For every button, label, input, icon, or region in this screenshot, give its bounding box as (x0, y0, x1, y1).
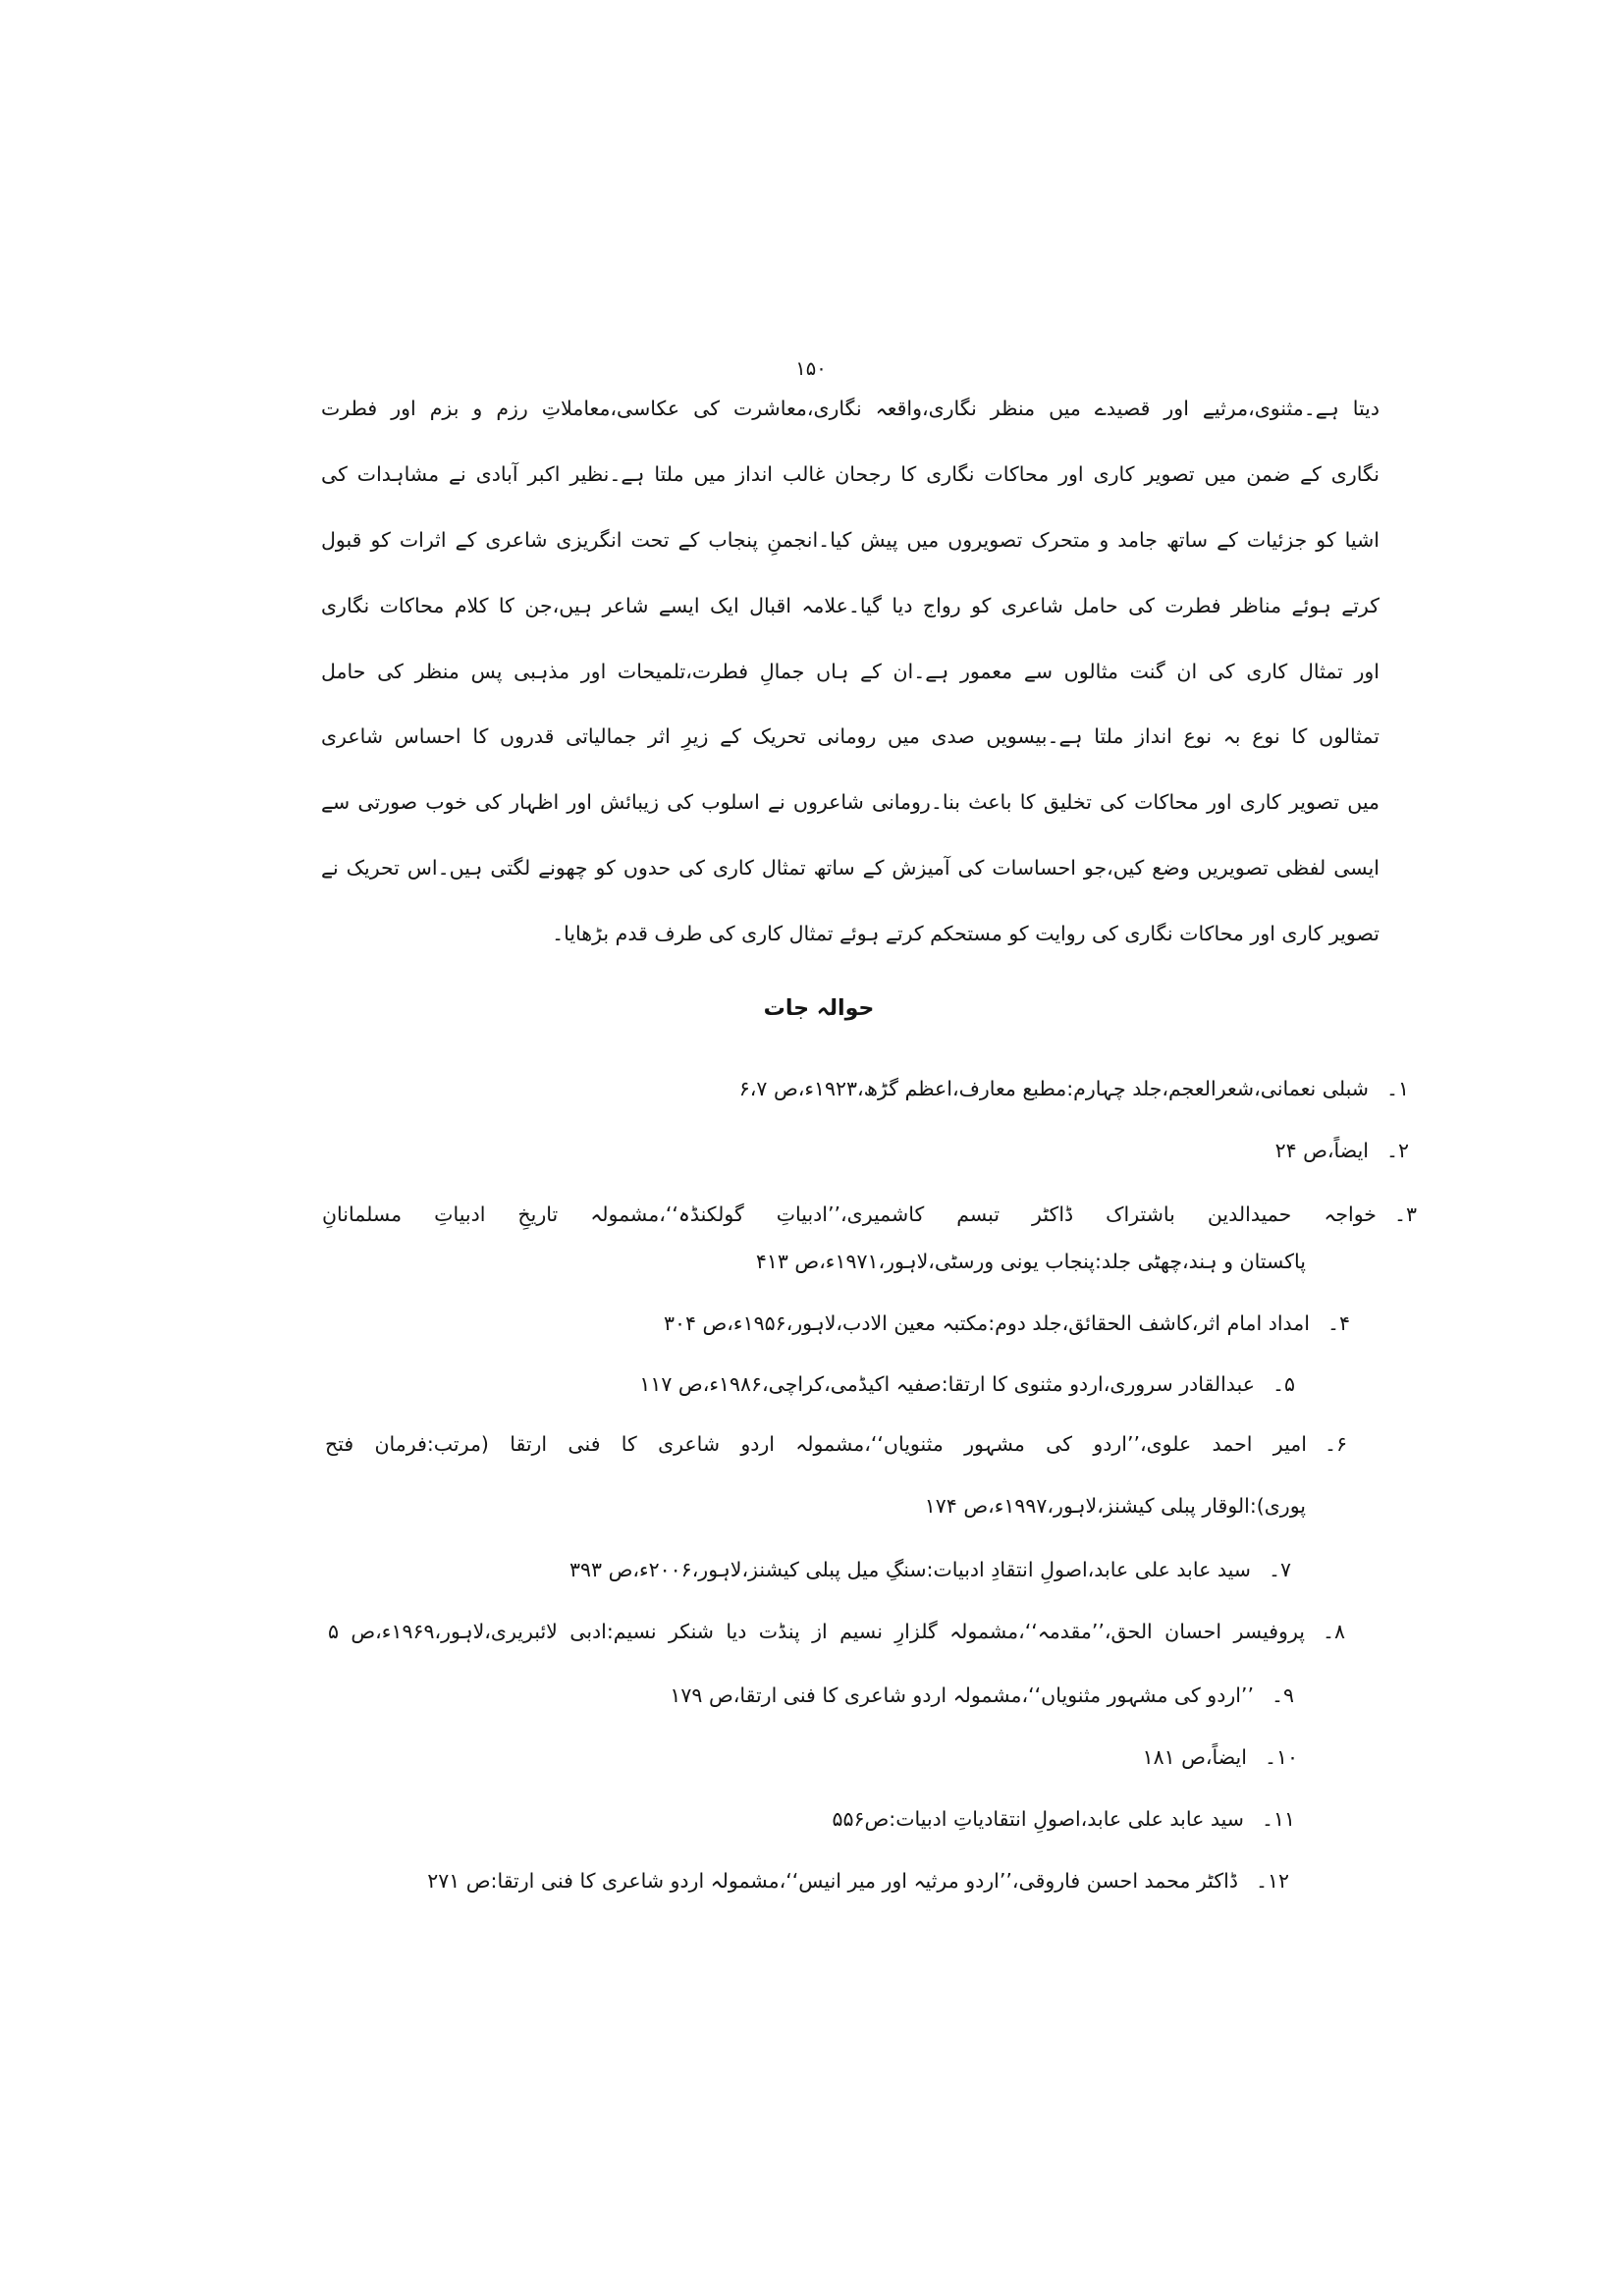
body-line: میں تصویر کاری اور محاکات کی تخلیق کا باعث بنا۔رومانی شاعروں نے اسلوب کی زیبائش اور اظہار کی خوب صورتی سے (321, 790, 1380, 815)
reference-item (295, 1296, 1350, 1351)
reference-item (295, 1123, 1409, 1178)
reference-item (295, 1061, 1409, 1116)
reference-number: ۱۔ (1385, 1077, 1409, 1100)
reference-continuation (295, 1478, 1306, 1533)
reference-item (295, 1730, 1298, 1785)
reference-number: ۹۔ (1271, 1683, 1294, 1707)
reference-number: ۴۔ (1326, 1311, 1350, 1335)
reference-text: ایضاً،ص ۱۸۱ (1142, 1745, 1247, 1769)
body-line: کرتے ہوئے مناظر فطرت کی حامل شاعری کو رواج دیا گیا۔علامہ اقبال ایک ایسے شاعر ہیں،جن کا کلام محاکات نگاری (321, 593, 1380, 617)
reference-number: ۵۔ (1271, 1372, 1295, 1396)
body-line: اشیا کو جزئیات کے ساتھ جامد و متحرک تصویروں میں پیش کیا۔انجمنِ پنجاب کے تحت انگریزی شاعری کے اثرات کو قبول (321, 527, 1380, 552)
page-number: ۱۵۰ (795, 357, 827, 380)
body-line: اور تمثال کاری کی ان گنت مثالوں سے معمور ہے۔ان کے ہاں جمالِ فطرت،تلمیحات اور مذہبی پس منظر کی حامل (321, 659, 1380, 683)
reference-item (295, 1853, 1289, 1908)
body-line-last: تصویر کاری اور محاکات نگاری کی روایت کو مستحکم کرتے ہوئے تمثال کاری کی طرف قدم بڑھایا۔ (552, 922, 1380, 946)
reference-text: ’’اردو کی مشہور مثنویاں‘‘،مشمولہ اردو شاعری کا فنی ارتقا،ص ۱۷۹ (670, 1683, 1254, 1707)
reference-item (295, 1542, 1291, 1597)
reference-continuation (295, 1234, 1306, 1289)
reference-number: ۲۔ (1385, 1139, 1409, 1162)
reference-number: ۱۰۔ (1264, 1745, 1298, 1769)
reference-text: پوری):الوقار پبلی کیشنز،لاہور،۱۹۹۷ء،ص ۱۷۴ (924, 1494, 1306, 1518)
reference-text: ایضاً،ص ۲۴ (1274, 1139, 1369, 1162)
body-line: تمثالوں کا نوع بہ نوع انداز ملتا ہے۔بیسویں صدی میں رومانی تحریک کے زیرِ اثر جمالیاتی قدروں کا احساس شاعری (321, 724, 1380, 749)
reference-text: ڈاکٹر محمد احسن فاروقی،’’اردو مرثیہ اور میر انیس‘‘،مشمولہ اردو شاعری کا فنی ارتقا:ص ۲۷۱ (427, 1869, 1238, 1893)
reference-text: امیر احمد علوی،’’اردو کی مشہور مثنویاں‘‘،مشمولہ اردو شاعری کا فنی ارتقا (مرتب:فرمان فتح (325, 1432, 1307, 1456)
reference-text: خواجہ حمیدالدین باشتراک ڈاکٹر تبسم کاشمیری،’’ادبیاتِ گولکنڈہ‘‘،مشمولہ تاریخِ ادبیاتِ مسلمانانِ (322, 1202, 1377, 1226)
reference-number: ۶۔ (1324, 1432, 1347, 1456)
reference-text: سید عابد علی عابد،اصولِ انتقادِ ادبیات:سنگِ میل پبلی کیشنز،لاہور،۲۰۰۶ء،ص ۳۹۳ (569, 1558, 1251, 1581)
reference-item (295, 1668, 1294, 1723)
reference-number: ۱۱۔ (1261, 1807, 1295, 1831)
reference-item (295, 1791, 1295, 1846)
reference-text: پاکستان و ہند،چھٹی جلد:پنجاب یونی ورسٹی،لاہور،۱۹۷۱ء،ص ۴۱۳ (755, 1250, 1306, 1273)
references-heading: حوالہ جات (763, 995, 875, 1021)
reference-text: پروفیسر احسان الحق،’’مقدمہ‘‘،مشمولہ گلزارِ نسیم از پنڈت دیا شنکر نسیم:ادبی لائبریری،لاہور،۱۹۶۹ء،ص ۵ (328, 1620, 1305, 1643)
reference-text: امداد امام اثر،کاشف الحقائق،جلد دوم:مکتبہ معین الادب،لاہور،۱۹۵۶ء،ص ۳۰۴ (663, 1311, 1310, 1335)
reference-number: ۷۔ (1268, 1558, 1291, 1581)
reference-item (325, 1416, 1347, 1471)
reference-number: ۸۔ (1322, 1620, 1345, 1643)
reference-text: عبدالقادر سروری،اردو مثنوی کا ارتقا:صفیہ اکیڈمی،کراچی،۱۹۸۶ء،ص ۱۱۷ (639, 1372, 1255, 1396)
reference-number: ۱۲۔ (1255, 1869, 1289, 1893)
body-line: ایسی لفظی تصویریں وضع کیں،جو احساسات کی آمیزش کے ساتھ تمثال کاری کی حدوں کو چھونے لگتی ہیں۔اس تحریک نے (321, 856, 1380, 881)
reference-text: شبلی نعمانی،شعرالعجم،جلد چہارم:مطبع معارف،اعظم گڑھ،۱۹۲۳ء،ص ۶،۷ (738, 1077, 1369, 1100)
reference-text: سید عابد علی عابد،اصولِ انتقادیاتِ ادبیات:ص۵۵۶ (832, 1807, 1244, 1831)
reference-item (295, 1357, 1295, 1412)
reference-number: ۳۔ (1393, 1202, 1417, 1226)
body-line: دیتا ہے۔مثنوی،مرثیے اور قصیدے میں منظر نگاری،واقعہ نگاری،معاشرت کی عکاسی،معاملاتِ رزم و بزم اور فطرت (321, 397, 1380, 420)
reference-item (328, 1604, 1345, 1659)
body-line: نگاری کے ضمن میں تصویر کاری اور محاکات نگاری کا رجحان غالب انداز میں ملتا ہے۔نظیر اکبر آبادی نے مشاہدات کی (321, 461, 1380, 486)
body-paragraph (321, 376, 1380, 967)
